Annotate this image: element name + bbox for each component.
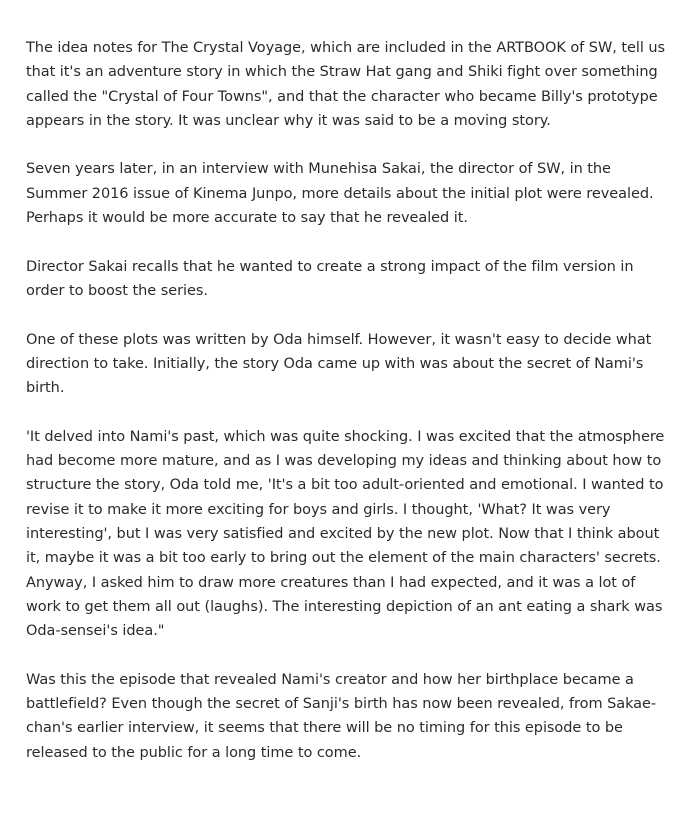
paragraph-nami-episode-question: Was this the episode that revealed Nami's creator and how her birthplace became a battlefield? Even though the secret of Sanji's birth has now been revealed, from Sakae-chan's earlier interview, it seems that there will be no timing for this episode to be released to the public for a long time to come. [26,671,657,761]
paragraph-sakai-interview: Seven years later, in an interview with Munehisa Sakai, the director of SW, in the Summer 2016 issue of Kinema Junpo, more details about the initial plot were revealed. Perhaps it would be more accurate to say that he revealed it. [26,161,654,227]
paragraph-strong-impact: Director Sakai recalls that he wanted to create a strong impact of the film version in order to boost the series. [26,258,634,299]
paragraph-sakai-quote: 'It delved into Nami's past, which was quite shocking. I was excited that the atmosphere had become more mature, and as I was developing my ideas and thinking about how to structure the story, Oda told me, 'It's a bit too adult-oriented and emotional. I wanted to revise it to make it more exciting for boys and girls. I thought, 'What? It was very interesting', but I was very satisfied and excited by the new plot. Now that I think about it, maybe it was a bit too early to bring out the element of the main characters' secrets. Anyway, I asked him to draw more creatures than I had expected, and it was a lot of work to get them all out (laughs). The interesting depiction of an ant eating a shark was Oda-sensei's idea." [26,428,665,640]
article-body [26,36,666,789]
paragraph-oda-plot: One of these plots was written by Oda himself. However, it wasn't easy to decide what direction to take. Initially, the story Oda came up with was about the secret of Nami's birth. [26,331,652,397]
paragraph-artbook-notes: The idea notes for The Crystal Voyage, which are included in the ARTBOOK of SW, tell us that it's an adventure story in which the Straw Hat gang and Shiki fight over something called the "Crystal of Four Towns", and that the character who became Billy's prototype appears in the story. It was unclear why it was said to be a moving story. [26,40,666,129]
